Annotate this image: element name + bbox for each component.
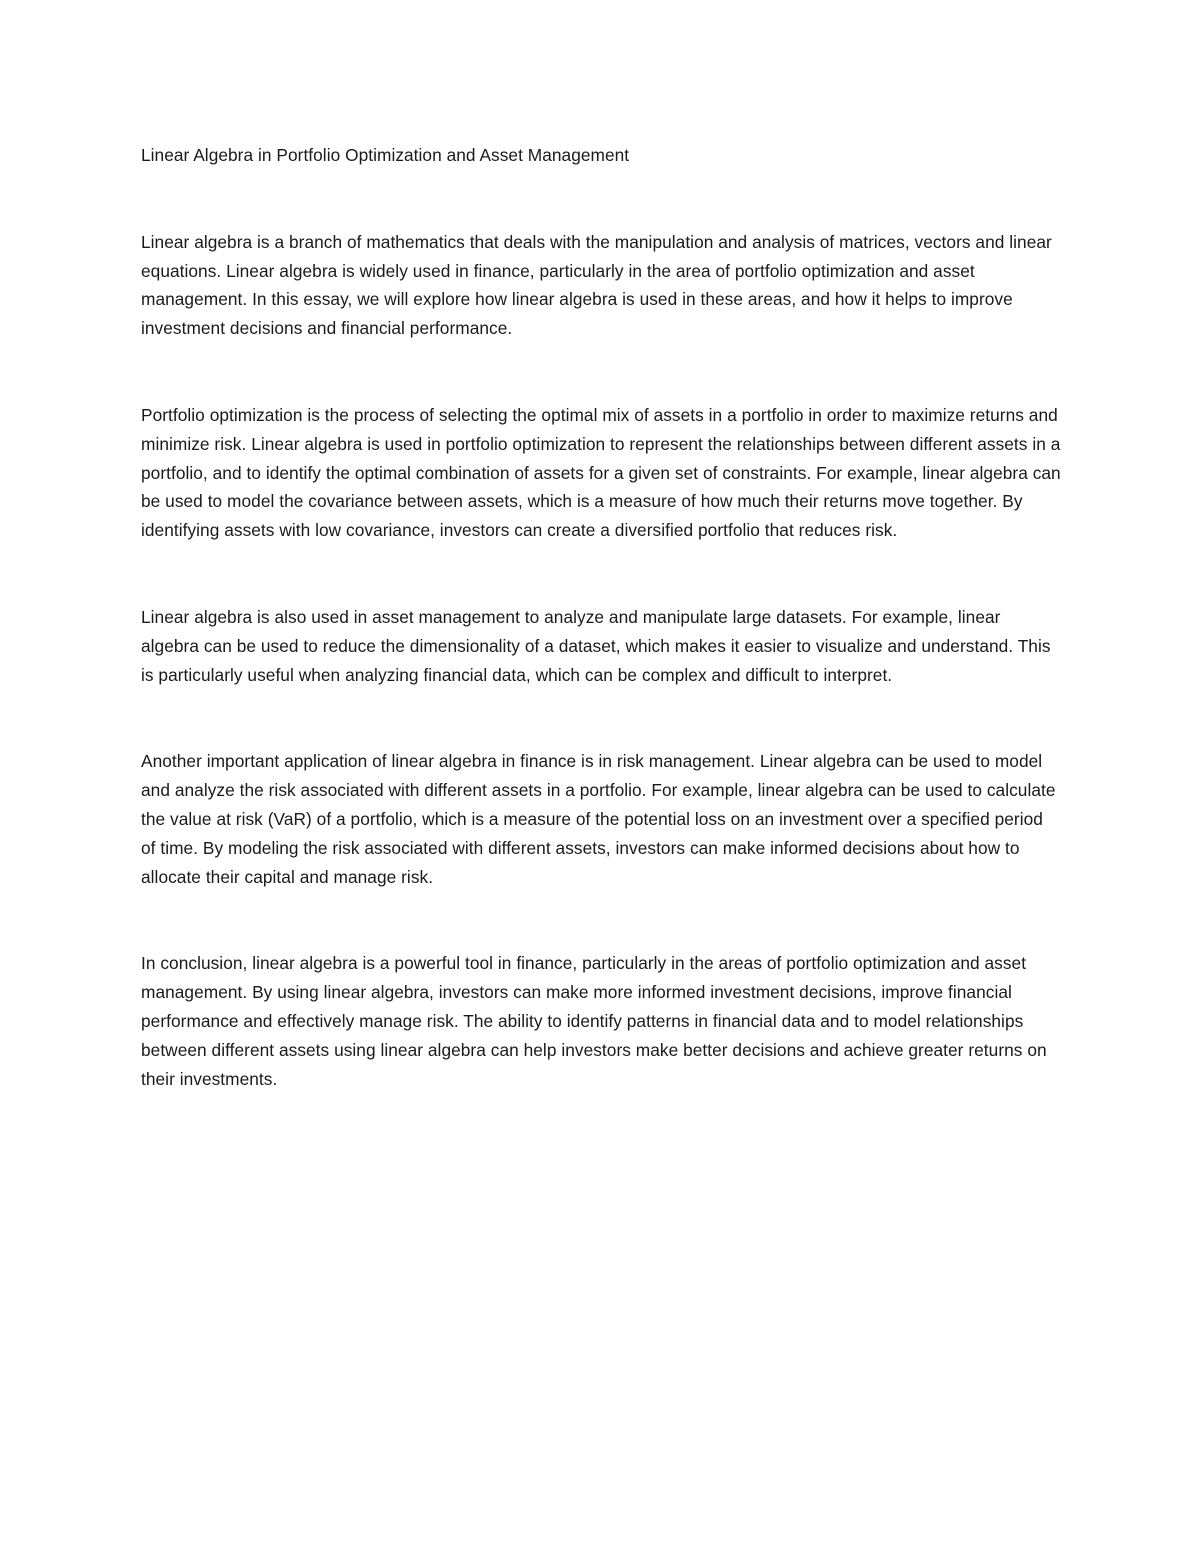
paragraph-asset-management: Linear algebra is also used in asset management to analyze and manipulate large datasets. For example, linear algebra can be used to reduce the dimensionality of a dataset, which makes it easier to visualize and understand. This is particularly useful when analyzing financial data, which can be complex and difficult to interpret. xyxy=(141,606,1051,685)
paragraph-portfolio-optimization: Portfolio optimization is the process of selecting the optimal mix of assets in a portfolio in order to maximize returns and minimize risk. Linear algebra is used in portfolio optimization to represent the relationships between different assets in a portfolio, and to identify the optimal combination of assets for a given set of constraints. For example, linear algebra can be used to model the covariance between assets, which is a measure of how much their returns move together. By identifying assets with low covariance, investors can create a diversified portfolio that reduces risk. xyxy=(141,404,1061,541)
paragraph-spacer xyxy=(141,891,1061,949)
document-body xyxy=(141,141,1061,1093)
title-spacer xyxy=(141,170,1061,228)
paragraph-spacer xyxy=(141,689,1061,747)
paragraph-introduction: Linear algebra is a branch of mathematics that deals with the manipulation and analysis of matrices, vectors and linear equations. Linear algebra is widely used in finance, particularly in the area of portfolio optimization and asset management. In this essay, we will explore how linear algebra is used in these areas, and how it helps to improve investment decisions and financial performance. xyxy=(141,231,1052,339)
paragraph-spacer xyxy=(141,545,1061,603)
paragraph-spacer xyxy=(141,343,1061,401)
paragraph-conclusion: In conclusion, linear algebra is a powerful tool in finance, particularly in the areas of portfolio optimization and asset management. By using linear algebra, investors can make more informed investment decisions, improve financial performance and effectively manage risk. The ability to identify patterns in financial data and to model relationships between different assets using linear algebra can help investors make better decisions and achieve greater returns on their investments. xyxy=(141,953,1047,1089)
paragraph-risk-management: Another important application of linear algebra in finance is in risk management. Linear algebra can be used to model and analyze the risk associated with different assets in a portfolio. For example, linear algebra can be used to calculate the value at risk (VaR) of a portfolio, which is a measure of the potential loss on an investment over a specified period of time. By modeling the risk associated with different assets, investors can make informed decisions about how to allocate their capital and manage risk. xyxy=(141,751,1056,887)
document-title: Linear Algebra in Portfolio Optimization and Asset Management xyxy=(141,145,630,165)
